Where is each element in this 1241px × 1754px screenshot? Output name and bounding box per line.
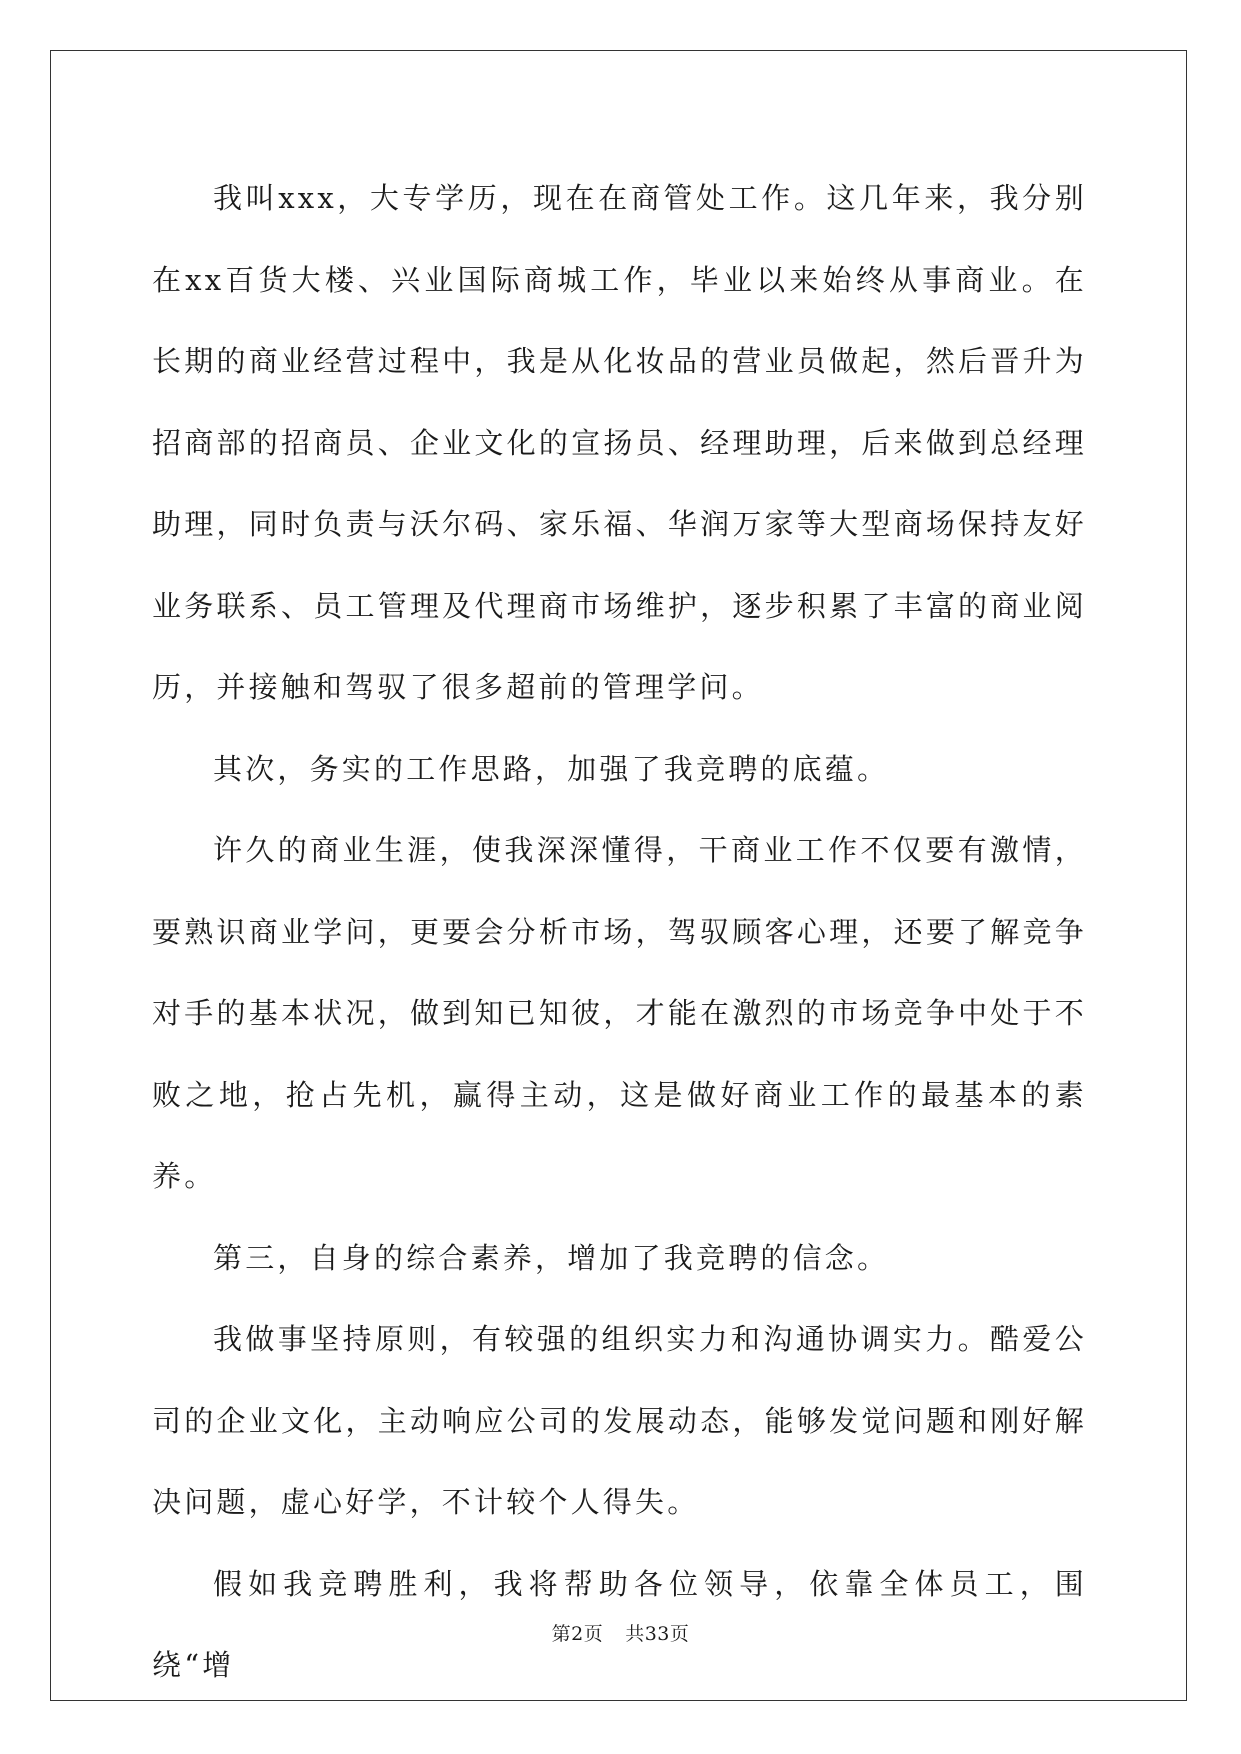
page-number: 第2页 bbox=[551, 1623, 604, 1645]
paragraph-6: 假如我竞聘胜利，我将帮助各位领导，依靠全体员工，围绕“增 bbox=[152, 1566, 1087, 1682]
page-total: 共33页 bbox=[625, 1623, 690, 1645]
paragraph-4: 第三，自身的综合素养，增加了我竞聘的信念。 bbox=[213, 1240, 890, 1275]
paragraph-2: 其次，务实的工作思路，加强了我竞聘的底蕴。 bbox=[213, 751, 890, 786]
paragraph-5: 我做事坚持原则，有较强的组织实力和沟通协调实力。酷爱公司的企业文化，主动响应公司的发展动态，能够发觉问题和刚好解决问题，虚心好学，不计较个人得失。 bbox=[152, 1322, 1087, 1519]
document-body bbox=[152, 158, 1087, 1707]
paragraph-1: 我叫xxx，大专学历，现在在商管处工作。这几年来，我分别在xx百货大楼、兴业国际商城工作，毕业以来始终从事商业。在长期的商业经营过程中，我是从化妆品的营业员做起，然后晋升为招商部的招商员、企业文化的宣扬员、经理助理，后来做到总经理助理，同时负责与沃尔码、家乐福、华润万家等大型商场保持友好业务联系、员工管理及代理商市场维护，逐步积累了丰富的商业阅历，并接触和驾驭了很多超前的管理学问。 bbox=[152, 181, 1087, 704]
page-footer bbox=[0, 1619, 1241, 1646]
paragraph-3: 许久的商业生涯，使我深深懂得，干商业工作不仅要有激情，要熟识商业学问，更要会分析市场，驾驭顾客心理，还要了解竞争对手的基本状况，做到知已知彼，才能在激烈的市场竞争中处于不败之地，抢占先机，赢得主动，这是做好商业工作的最基本的素养。 bbox=[152, 833, 1087, 1193]
